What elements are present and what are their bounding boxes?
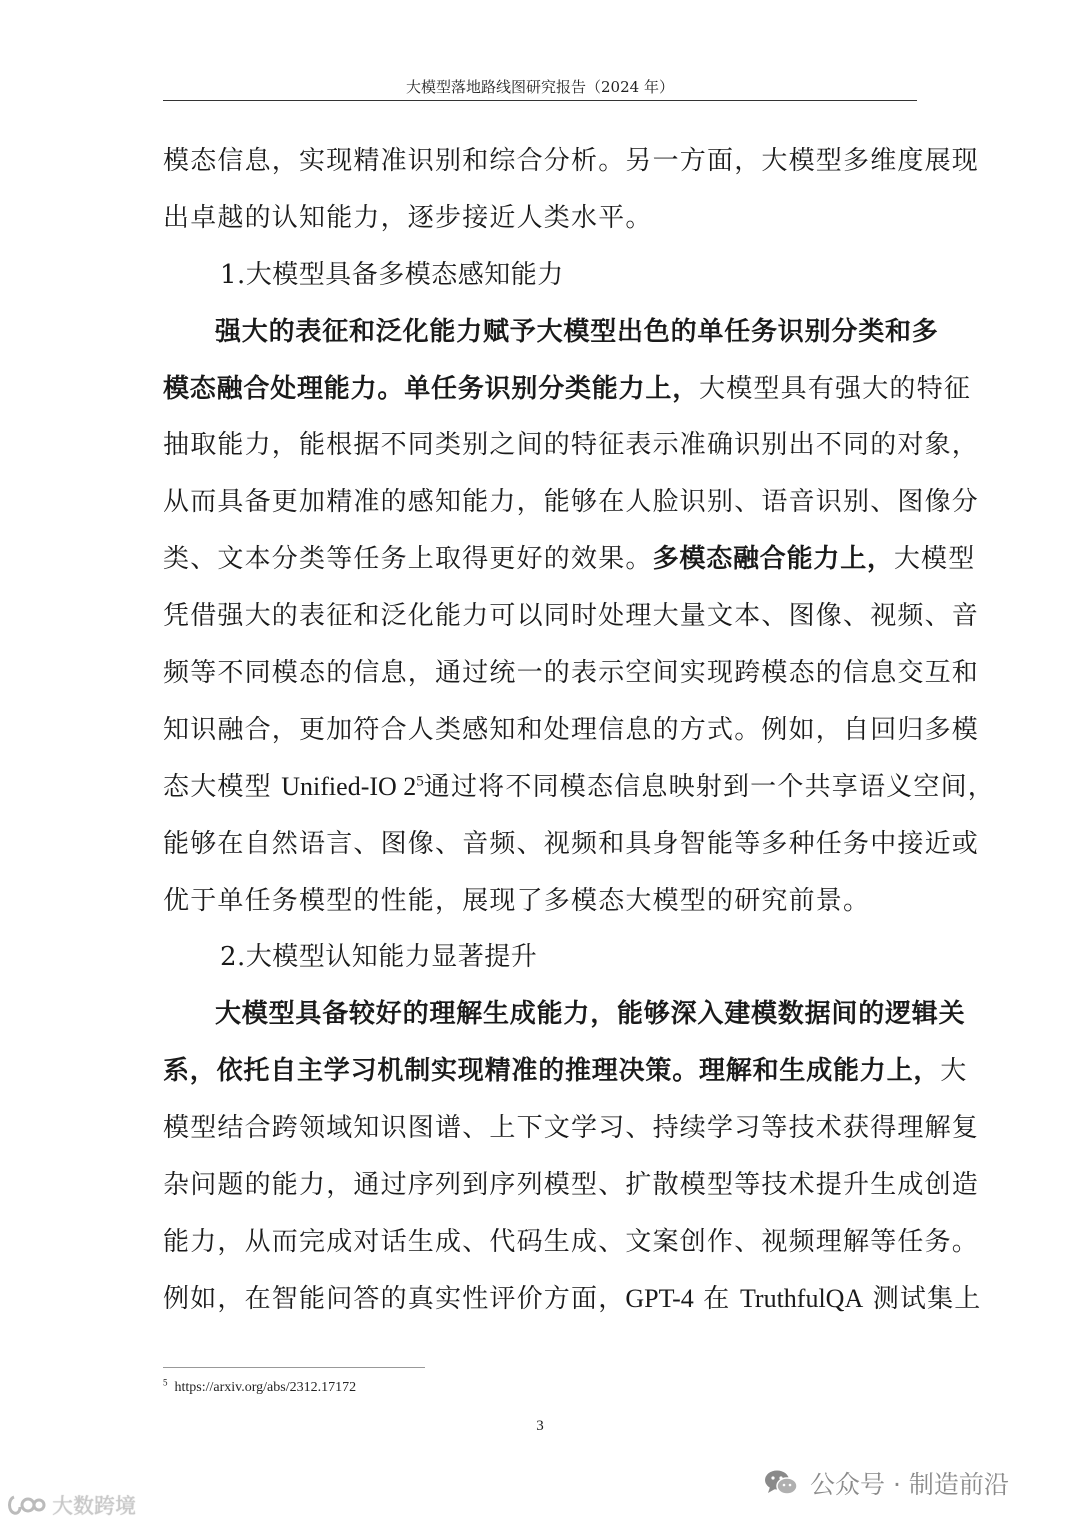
text-run: 出卓越的认知能力，逐步接近人类水平。	[163, 202, 653, 233]
footnote-link[interactable]: https://arxiv.org/abs/2312.17172	[174, 1380, 357, 1395]
page-number: 3	[536, 1418, 544, 1434]
brand-logo-icon	[6, 1493, 46, 1517]
text-run: 态大模型	[163, 771, 282, 802]
text-line	[163, 588, 980, 645]
text-line	[163, 417, 980, 474]
text-run: 凭借强大的表征和泛化能力可以同时处理大量文本、图像、视频、音	[163, 601, 980, 632]
text-run: 能力，从而完成对话生成、代码生成、文案创作、视频理解等任务。	[163, 1226, 980, 1257]
section-heading-text: 2.大模型认知能力显著提升	[220, 942, 538, 973]
bold-lead: 系，依托自主学习机制实现精准的推理决策。理解和生成能力上，	[163, 1056, 941, 1087]
text-run: 模态信息，实现精准识别和综合分析。另一方面，大模型多维度展现	[163, 146, 980, 176]
footnote-ref[interactable]: 5	[416, 773, 424, 790]
text-line	[163, 873, 923, 930]
text-line	[163, 759, 995, 816]
text-line	[163, 986, 966, 1043]
text-line	[163, 190, 923, 247]
wechat-icon	[764, 1469, 798, 1497]
watermark-account: 公众号 · 制造前沿	[810, 1470, 1009, 1499]
text-run: 频等不同模态的信息，通过统一的表示空间实现跨模态的信息交互和	[163, 658, 980, 689]
text-line	[163, 1214, 980, 1271]
dataset-name: TruthfulQA	[739, 1283, 864, 1313]
text-run: 大模型具有强大的特征	[699, 373, 972, 404]
text-run: 从而具备更加精准的感知能力，能够在人脸识别、语音识别、图像分	[163, 487, 980, 518]
watermark-brand-text: 大数跨境	[52, 1494, 136, 1518]
text-run: 测试集上	[863, 1283, 982, 1314]
text-line	[163, 133, 980, 190]
bold-lead: 大模型具备较好的理解生成能力，能够深入建模数据间的逻辑关	[215, 999, 966, 1030]
footnote-rule	[163, 1367, 425, 1368]
text-line	[163, 531, 976, 588]
footnote	[163, 1377, 357, 1396]
text-run: 知识融合，更加符合人类感知和处理信息的方式。例如，自回归多模	[163, 714, 980, 745]
bold-lead: 模态融合处理能力。单任务识别分类能力上，	[163, 373, 700, 404]
text-run: 在	[693, 1283, 740, 1314]
body-text	[163, 133, 995, 1328]
running-header: 大模型落地路线图研究报告（2024 年）	[406, 78, 674, 96]
text-line	[163, 1157, 980, 1214]
text-line	[163, 816, 980, 873]
text-run: 类、文本分类等任务上取得更好的效果。	[163, 544, 653, 575]
text-run: 大模型	[893, 544, 976, 575]
text-line	[163, 702, 980, 759]
section-heading-text: 1.大模型具备多模态感知能力	[220, 259, 564, 290]
text-line	[163, 474, 980, 531]
text-run: 能够在自然语言、图像、音频、视频和具身智能等多种任务中接近或	[163, 828, 980, 859]
text-run: 抽取能力，能根据不同类别之间的特征表示准确识别出不同的对象，	[163, 430, 980, 461]
text-run: 通过将不同模态信息映射到一个共享语义空间，	[423, 771, 995, 802]
text-line	[163, 304, 939, 361]
footnote-marker: 5	[163, 1377, 168, 1388]
bold-lead: 强大的表征和泛化能力赋予大模型出色的单任务识别分类和多	[215, 316, 939, 347]
text-line	[163, 1043, 968, 1100]
header-rule	[163, 100, 917, 101]
text-line	[163, 361, 972, 418]
text-run: 优于单任务模型的性能，展现了多模态大模型的研究前景。	[163, 885, 871, 916]
text-run: 例如，在智能问答的真实性评价方面，	[163, 1283, 626, 1314]
text-run: 杂问题的能力，通过序列到序列模型、扩散模型等技术提升生成创造	[163, 1170, 980, 1201]
text-line	[163, 1271, 982, 1328]
text-run: 模型结合跨领域知识图谱、上下文学习、持续学习等技术获得理解复	[163, 1113, 980, 1144]
section-heading	[163, 247, 923, 304]
model-name: Unified-IO 2	[281, 771, 417, 801]
watermark-brand	[6, 1488, 136, 1522]
text-line	[163, 1100, 980, 1157]
section-heading	[163, 929, 923, 986]
text-line	[163, 645, 980, 702]
watermark-wechat	[764, 1463, 1009, 1503]
bold-lead: 多模态融合能力上，	[652, 544, 894, 575]
model-name: GPT-4	[625, 1283, 694, 1313]
text-run: 大	[940, 1056, 968, 1087]
